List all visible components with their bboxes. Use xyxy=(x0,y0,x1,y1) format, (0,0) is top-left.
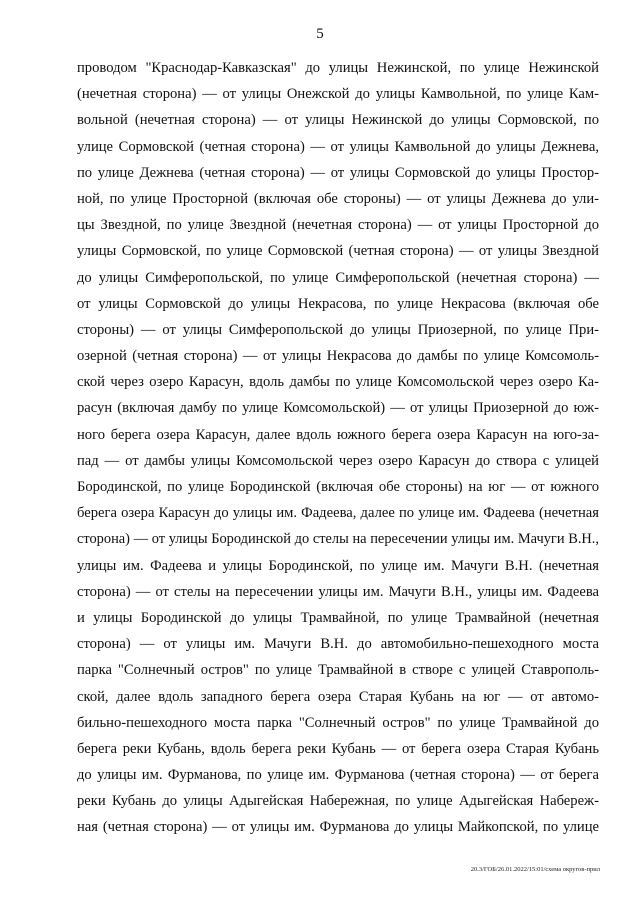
text-line: парка "Солнечный остров" по улице Трамвайной в створе с улицей Ставрополь- xyxy=(77,662,599,679)
text-line: по улице Дежнева (четная сторона) — от улицы Сормовской до улицы Простор- xyxy=(77,164,599,181)
text-line: озерной (четная сторона) — от улицы Некрасова до дамбы по улице Комсомоль- xyxy=(77,348,599,365)
text-line: и улицы Бородинской до улицы Трамвайной, по улице Трамвайной (нечетная xyxy=(77,609,599,626)
text-line: улице Сормовской (четная сторона) — от улицы Камвольной до улицы Дежнева, xyxy=(77,138,599,155)
text-line: расун (включая дамбу по улице Комсомольской) — от улицы Приозерной до юж- xyxy=(77,400,599,417)
page-number: 5 xyxy=(316,26,324,42)
text-line: до улицы им. Фурманова, по улице им. Фурманова (четная сторона) — от берега xyxy=(77,767,599,784)
document-body xyxy=(77,55,599,841)
text-line: проводом "Краснодар-Кавказская" до улицы Нежинской, по улице Нежинской xyxy=(77,60,599,76)
text-line: от улицы Сормовской до улицы Некрасова, по улице Некрасова (включая обе xyxy=(77,295,599,312)
text-line: берега реки Кубань, вдоль берега реки Кубань — от берега озера Старая Кубань xyxy=(77,740,599,757)
text-line: стороны) — от улицы Симферопольской до улицы Приозерной, по улице При- xyxy=(77,321,599,338)
text-line: улицы им. Фадеева и улицы Бородинской, по улице им. Мачуги В.Н. (нечетная xyxy=(77,557,599,574)
text-line: Бородинской, по улице Бородинской (включая обе стороны) на юг — от южного xyxy=(77,479,599,495)
text-line: сторона) — от стелы на пересечении улицы им. Мачуги В.Н., улицы им. Фадеева xyxy=(77,583,599,600)
text-line: берега озера Карасун до улицы им. Фадеева, далее по улице им. Фадеева (нечетная xyxy=(77,505,599,522)
text-line: (нечетная сторона) — от улицы Онежской до улицы Камвольной, по улице Кам- xyxy=(77,86,599,103)
text-line: ного берега озера Карасун, далее вдоль южного берега озера Карасун на юго-за- xyxy=(77,426,599,443)
text-line: вольной (нечетная сторона) — от улицы Нежинской до улицы Сормовской, по xyxy=(77,112,599,129)
text-line: сторона) — от улицы им. Мачуги В.Н. до автомобильно-пешеходного моста xyxy=(77,636,599,653)
text-line: ской, далее вдоль западного берега озера Старая Кубань на юг — от автомо- xyxy=(77,688,599,705)
text-line: до улицы Симферопольской, по улице Симферопольской (нечетная сторона) — xyxy=(77,269,599,286)
text-line: бильно-пешеходного моста парка "Солнечный остров" по улице Трамвайной до xyxy=(77,714,599,731)
text-line: улицы Сормовской, по улице Сормовской (четная сторона) — от улицы Звездной xyxy=(77,243,599,260)
text-line: ная (четная сторона) — от улицы им. Фурманова до улицы Майкопской, по улице xyxy=(77,819,599,836)
text-line: ской через озеро Карасун, вдоль дамбы по улице Комсомольской через озеро Ка- xyxy=(77,374,599,391)
text-line: сторона) — от улицы Бородинской до стелы на пересечении улицы им. Мачуги В.Н., xyxy=(77,531,599,548)
text-line: цы Звездной, по улице Звездной (нечетная сторона) — от улицы Просторной до xyxy=(77,217,599,234)
text-line: ной, по улице Просторной (включая обе стороны) — от улицы Дежнева до ули- xyxy=(77,190,599,207)
document-code: 20.3/ГОБ/26.01.2022/15:01/схема округов-прил xyxy=(470,866,600,873)
text-line: реки Кубань до улицы Адыгейская Набережная, по улице Адыгейская Набереж- xyxy=(77,793,599,810)
text-line: пад — от дамбы улицы Комсомольской через озеро Карасун до створа с улицей xyxy=(77,452,599,469)
